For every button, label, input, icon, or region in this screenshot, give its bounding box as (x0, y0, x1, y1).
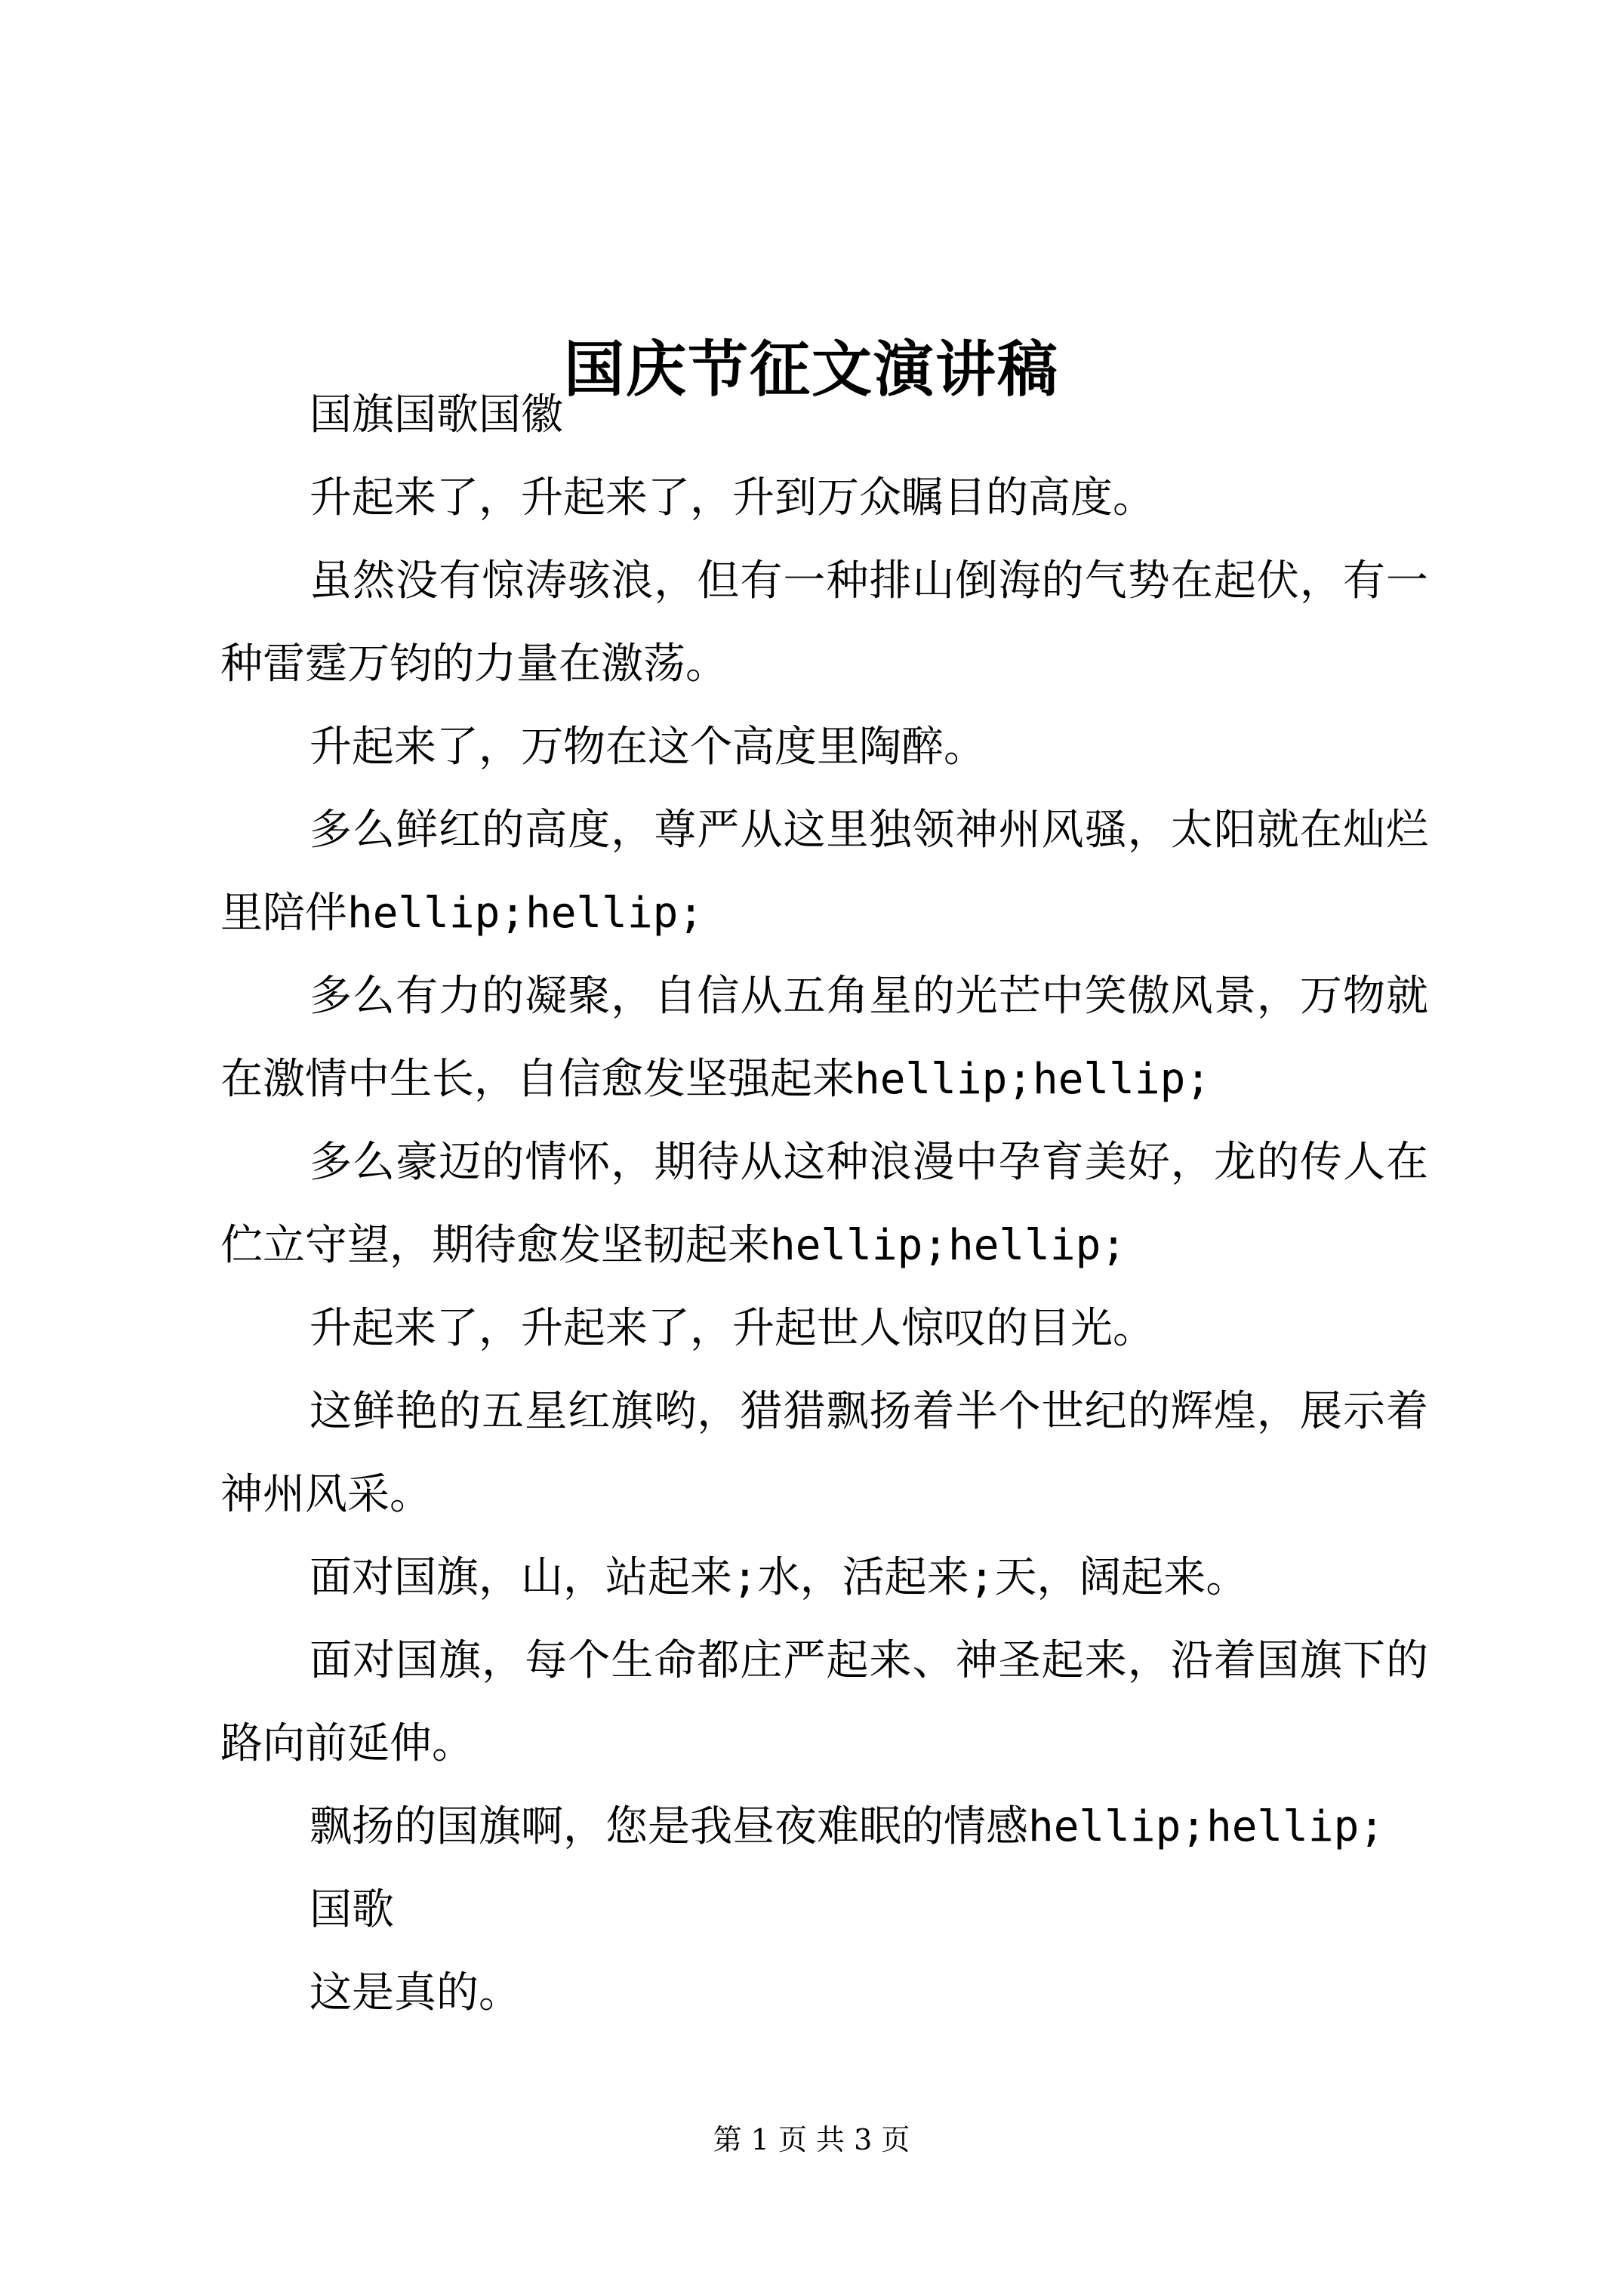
paragraph: 虽然没有惊涛骇浪，但有一种排山倒海的气势在起伏，有一种雷霆万钧的力量在激荡。 (220, 556, 1428, 689)
paragraph: 面对国旗，每个生命都庄严起来、神圣起来，沿着国旗下的路向前延伸。 (220, 1636, 1428, 1768)
paragraph: 这是真的。 (310, 1968, 521, 2017)
page-footer: 第 1 页 共 3 页 (713, 2123, 910, 2156)
document-body (220, 374, 1428, 2035)
paragraph: 面对国旗，山，站起来;水，活起来;天，阔起来。 (310, 1553, 1249, 1602)
paragraph: 升起来了，升起来了，升到万众瞩目的高度。 (310, 473, 1155, 522)
paragraph: 升起来了，升起来了，升起世人惊叹的目光。 (310, 1304, 1155, 1353)
paragraph: 国旗国歌国徽 (310, 390, 563, 439)
document-title: 国庆节征文演讲稿 (564, 333, 1059, 405)
paragraph: 国歌 (310, 1885, 394, 1934)
paragraph: 升起来了，万物在这个高度里陶醉。 (310, 723, 986, 772)
paragraph: 多么有力的凝聚，自信从五角星的光芒中笑傲风景，万物就在激情中生长，自信愈发坚强起来hellip;hellip; (220, 972, 1428, 1104)
paragraph: 多么豪迈的情怀，期待从这种浪漫中孕育美好，龙的传人在伫立守望，期待愈发坚韧起来hellip;hellip; (220, 1138, 1428, 1270)
paragraph: 这鲜艳的五星红旗哟，猎猎飘扬着半个世纪的辉煌，展示着神州风采。 (220, 1387, 1428, 1519)
paragraph: 多么鲜红的高度，尊严从这里独领神州风骚，太阳就在灿烂里陪伴hellip;hellip; (220, 806, 1428, 938)
paragraph: 飘扬的国旗啊，您是我昼夜难眠的情感hellip;hellip; (310, 1802, 1385, 1851)
